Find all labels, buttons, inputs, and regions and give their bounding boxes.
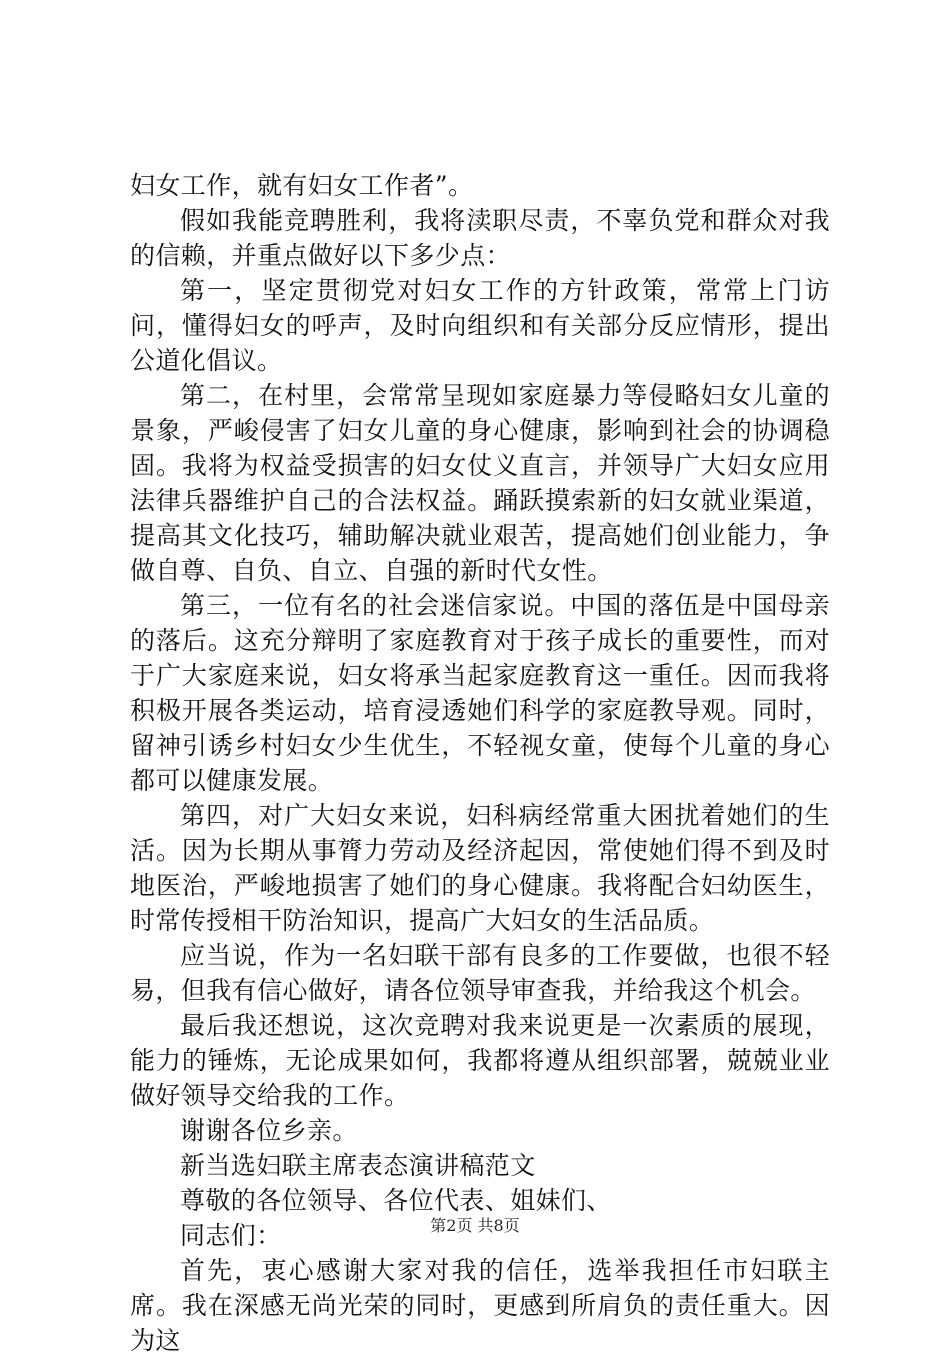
paragraph: 第一，坚定贯彻党对妇女工作的方针政策，常常上门访问，懂得妇女的呼声，及时向组织和有关部分反应情形，提出公道化倡议。 bbox=[130, 276, 830, 375]
document-body bbox=[130, 168, 830, 1358]
paragraph: 第三，一位有名的社会迷信家说。中国的落伍是中国母亲的落后。这充分辩明了家庭教育对于孩子成长的重要性，而对于广大家庭来说，妇女将承当起家庭教育这一重任。因而我将积极开展各类运动，培育浸透她们科学的家庭教导观。同时，留神引诱乡村妇女少生优生，不轻视女童，使每个儿童的身心都可以健康发展。 bbox=[130, 591, 830, 795]
section-heading: 新当选妇联主席表态演讲稿范文 bbox=[180, 1151, 536, 1180]
paragraph: 谢谢各位乡亲。 bbox=[180, 1116, 358, 1145]
paragraph: 第四，对广大妇女来说，妇科病经常重大困扰着她们的生活。因为长期从事膂力劳动及经济起因，常使她们得不到及时地医治，严峻地损害了她们的身心健康。我将配合妇幼医生，时常传授相干防治知识，提高广大妇女的生活品质。 bbox=[130, 801, 830, 935]
paragraph: 假如我能竞聘胜利，我将渎职尽责，不辜负党和群众对我的信赖，并重点做好以下多少点： bbox=[130, 206, 830, 270]
paragraph: 妇女工作，就有妇女工作者”。 bbox=[130, 171, 474, 200]
paragraph: 应当说，作为一名妇联干部有良多的工作要做，也很不轻易，但我有信心做好，请各位领导审查我，并给我这个机会。 bbox=[130, 941, 830, 1005]
page-number-footer: 第2页 共8页 bbox=[430, 1216, 520, 1235]
paragraph: 首先，衷心感谢大家对我的信任，选举我担任市妇联主席。我在深感无尚光荣的同时，更感到所肩负的责任重大。因为这 bbox=[130, 1256, 830, 1355]
paragraph: 第二，在村里，会常常呈现如家庭暴力等侵略妇女儿童的景象，严峻侵害了妇女儿童的身心健康，影响到社会的协调稳固。我将为权益受损害的妇女仗义直言，并领导广大妇女应用法律兵器维护自己的合法权益。踊跃摸索新的妇女就业渠道，提高其文化技巧，辅助解决就业艰苦，提高她们创业能力，争做自尊、自负、自立、自强的新时代女性。 bbox=[130, 381, 830, 585]
salutation: 尊敬的各位领导、各位代表、姐妹们、 bbox=[180, 1186, 612, 1215]
salutation: 同志们： bbox=[180, 1221, 282, 1250]
paragraph: 最后我还想说，这次竞聘对我来说更是一次素质的展现，能力的锤炼，无论成果如何，我都将遵从组织部署，兢兢业业做好领导交给我的工作。 bbox=[130, 1011, 830, 1110]
